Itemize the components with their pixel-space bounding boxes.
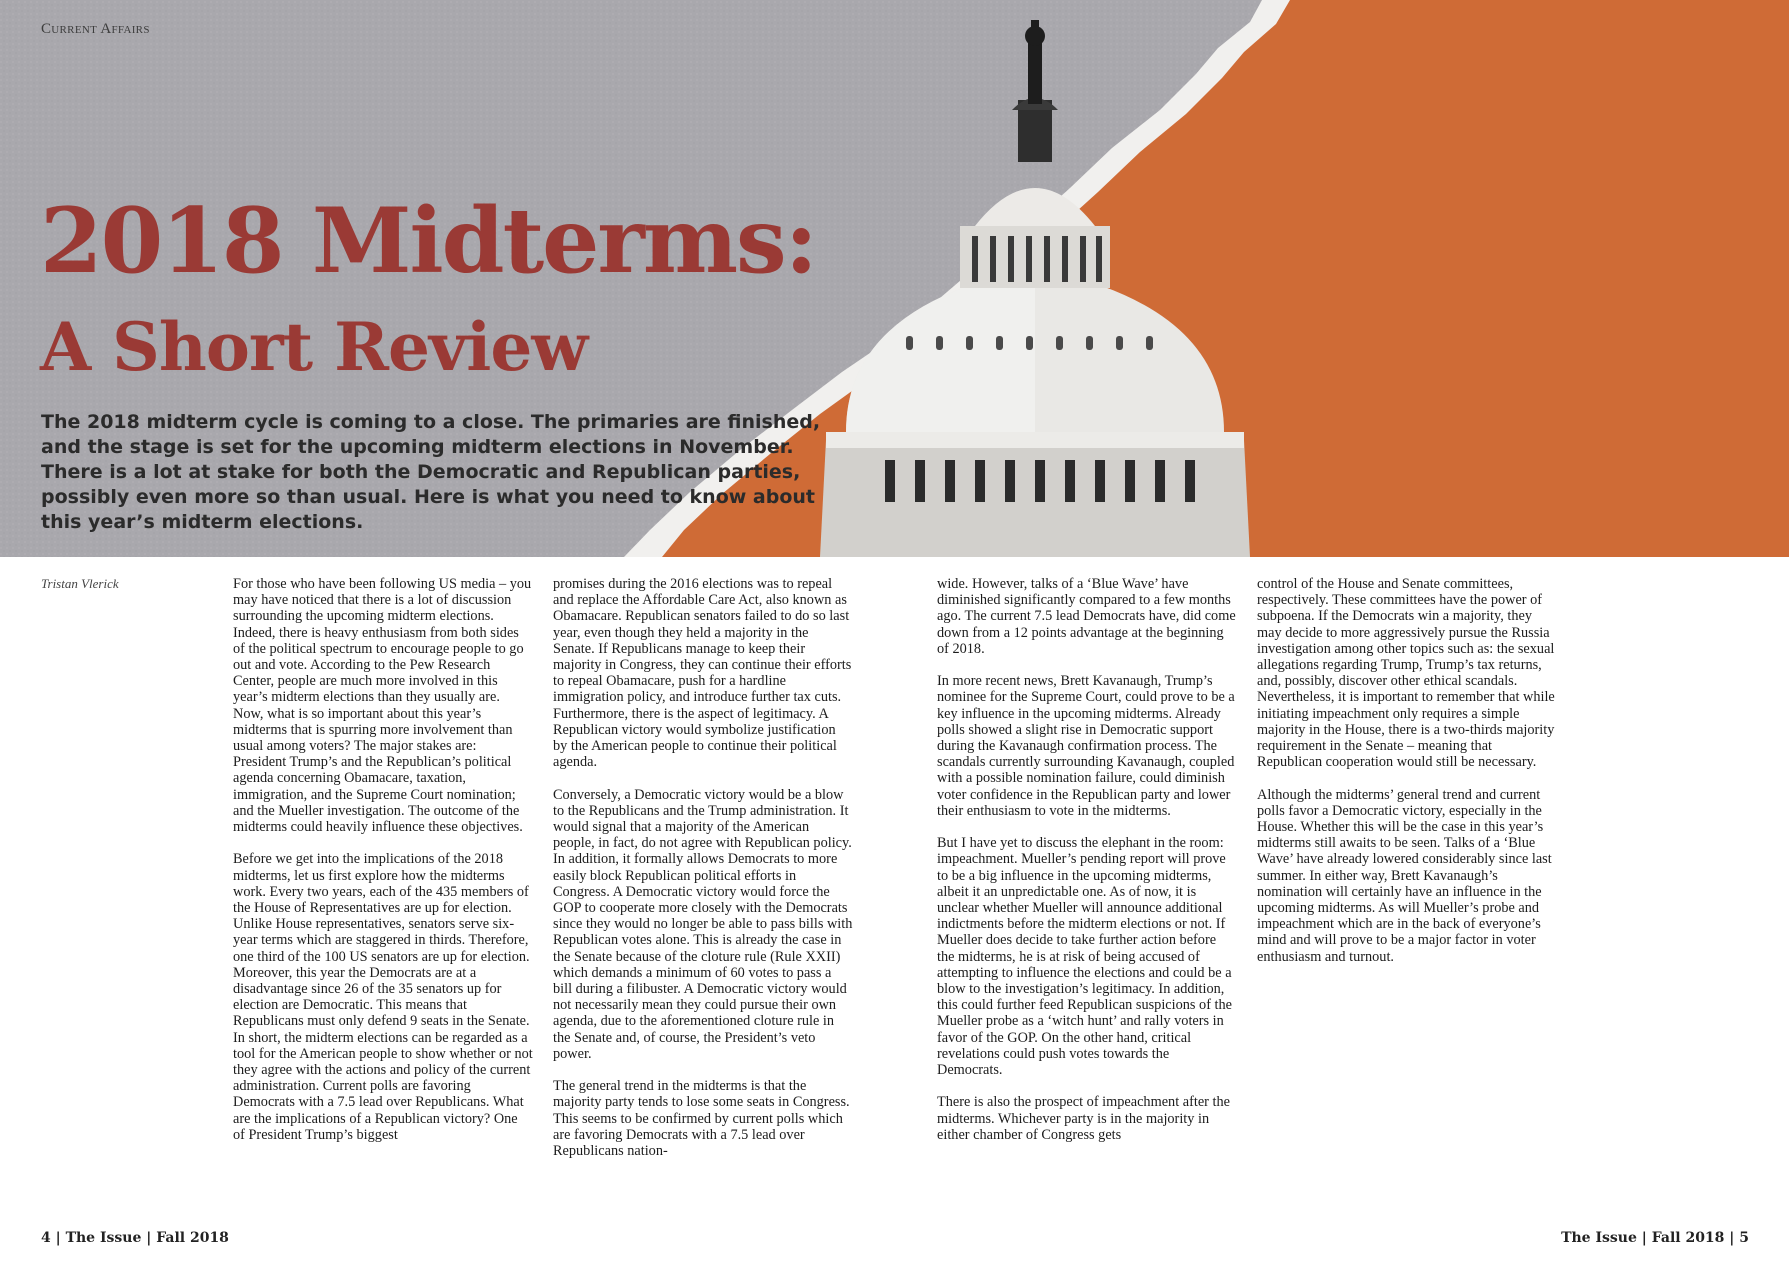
paragraph: But I have yet to discuss the elephant in the room: impeachment. Mueller’s pending report will prove to be a big influence in the upcoming midterms, albeit it an unpredictable one. As of now, it is unclear whether Mueller will announce additional indictments before the midterm elections or not. If Mueller does decide to take further action before the midterms, he is at risk of being accused of attempting to influence the elections and could be a blow to the investigation’s legitimacy. In addition, this could further feed Republican suspicions of the Mueller probe as a ‘witch hunt’ and rally voters in favor of the GOP. On the other hand, critical revelations could push votes towards the Democrats. [937, 835, 1232, 1079]
paragraph: For those who have been following US media – you may have noticed that there is a lot of discussion surrounding the upcoming midterm elections. Indeed, there is heavy enthusiasm from both sides of the political spectrum to encourage people to go out and vote. According to the Pew Research Center, people are much more involved in this year’s midterm elections than they usually are. Now, what is so important about this year’s midterms that is spurring more involvement than usual among voters? The major stakes are: President Trump’s and the Republican’s political agenda concerning Obamacare, taxation, immigration, and the Supreme Court nomination; and the Mueller investigation. The outcome of the midterms could heavily influence these objectives. [233, 576, 532, 836]
page-footer-right: The Issue | Fall 2018 | 5 [1561, 1230, 1749, 1246]
page-footer-left: 4 | The Issue | Fall 2018 [41, 1230, 229, 1246]
paragraph: Before we get into the implications of the 2018 midterms, let us first explore how the midterms work. Every two years, each of the 435 members of the House of Representatives are up for election. Unlike House representatives, senators serve six-year terms which are staggered in thirds. Therefore, one third of the 100 US senators are up for election. Moreover, this year the Democrats are at a disadvantage since 26 of the 35 senators up for election are Democratic. This means that Republicans must only defend 9 seats in the Senate. In short, the midterm elections can be regarded as a tool for the American people to show whether or not they agree with the actions and policy of the current administration. Current polls are favoring Democrats with a 7.5 lead over Republicans. What are the implications of a Republican victory? One of President Trump’s biggest [233, 851, 533, 1143]
paragraph: Conversely, a Democratic victory would be a blow to the Republicans and the Trump administration. It would signal that a majority of the American people, in fact, do not agree with Republican policy. In addition, it formally allows Democrats to more easily block Republican political efforts in Congress. A Democratic victory would force the GOP to cooperate more closely with the Democrats since they would no longer be able to pass bills with Republican votes alone. This is already the case in the Senate because of the cloture rule (Rule XXII) which demands a minimum of 60 votes to pass a bill during a filibuster. A Democratic victory would not necessarily mean they could pursue their own agenda, due to the aforementioned cloture rule in the Senate and, of course, the President’s veto power. [553, 786, 853, 1062]
paragraph: In more recent news, Brett Kavanaugh, Trump’s nominee for the Supreme Court, could prove to be a key influence in the upcoming midterms. Already polls showed a slight rise in Democratic support during the Kavanaugh confirmation process. The scandals currently surrounding Kavanaugh, coupled with a possible nomination failure, could diminish voter confidence in the Republican party and lower their enthusiasm to vote in the midterms. [937, 673, 1235, 819]
article-column-1 [233, 576, 533, 1143]
paragraph: promises during the 2016 elections was to repeal and replace the Affordable Care Act, also known as Obamacare. Republican senators failed to do so last year, even though they held a majority in the Senate. If Republicans manage to keep their majority in Congress, they can continue their efforts to repeal Obamacare, push for a hardline immigration policy, and introduce further tax cuts. Furthermore, there is the aspect of legitimacy. A Republican victory would symbolize justification by the American people to continue their political agenda. [553, 576, 852, 771]
article-column-4 [1257, 576, 1557, 965]
section-label: Current Affairs [41, 21, 150, 37]
article-intro: The 2018 midterm cycle is coming to a close. The primaries are finished, and the stage is set for the upcoming midterm elections in November. There is a lot at stake for both the Democratic and Republican parties, possibly even more so than usual. Here is what you need to know about this year’s midterm elections. [41, 411, 821, 533]
paragraph: wide. However, talks of a ‘Blue Wave’ have diminished significantly compared to a few months ago. The current 7.5 lead Democrats have, did come down from a 12 points advantage at the beginning of 2018. [937, 576, 1236, 657]
paragraph: control of the House and Senate committees, respectively. These committees have the power of subpoena. If the Democrats win a majority, they may decide to more aggressively pursue the Russia investigation among other topics such as: the sexual allegations regarding Trump, Trump’s tax returns, and, possibly, discover other ethical scandals. Nevertheless, it is important to remember that while initiating impeachment only requires a simple majority in the House, there is a two-thirds majority requirement in the Senate – meaning that Republican cooperation would still be necessary. [1257, 576, 1555, 771]
article-column-2 [553, 576, 853, 1159]
hero-banner [0, 0, 1789, 557]
author-byline: Tristan Vlerick [41, 576, 119, 591]
paragraph: The general trend in the midterms is that the majority party tends to lose some seats in Congress. This seems to be confirmed by current polls which are favoring Democrats with a 7.5 lead over Republicans nation- [553, 1078, 850, 1160]
article-title: 2018 Midterms: [40, 188, 816, 294]
paragraph: Although the midterms’ general trend and current polls favor a Democratic victory, especially in the House. Whether this will be the case in this year’s midterms still awaits to be seen. Talks of a ‘Blue Wave’ have already lowered considerably since last summer. In either way, Brett Kavanaugh’s nomination will certainly have an influence in the upcoming midterms. As will Mueller’s probe and impeachment which are in the back of everyone’s mind and will prove to be a major factor in voter enthusiasm and turnout. [1257, 786, 1552, 965]
article-column-3 [937, 576, 1237, 1143]
paragraph: There is also the prospect of impeachment after the midterms. Whichever party is in the majority in either chamber of Congress gets [937, 1094, 1230, 1143]
article-subtitle: A Short Review [40, 308, 588, 386]
